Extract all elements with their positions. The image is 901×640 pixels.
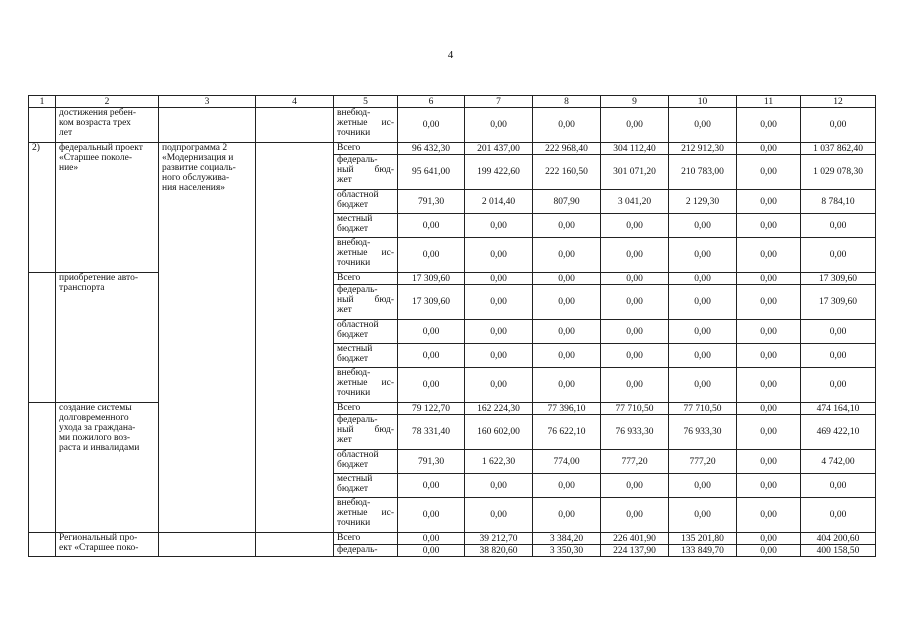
amount-cell: 0,00 — [737, 474, 801, 498]
table-row — [29, 143, 876, 155]
amount-cell: 77 396,10 — [533, 403, 601, 415]
amount-cell: 469 422,10 — [801, 415, 876, 450]
amount-cell: 78 331,40 — [398, 415, 465, 450]
executor-cell — [256, 533, 334, 557]
amount-cell: 807,90 — [533, 190, 601, 214]
amount-cell: 0,00 — [737, 368, 801, 403]
amount-cell: 791,30 — [398, 450, 465, 474]
amount-cell: 222 160,50 — [533, 155, 601, 190]
event-name-cell — [56, 143, 159, 273]
row-number-cell — [29, 273, 56, 403]
groups.2.rows.4.src-line: жетные ис- — [337, 378, 394, 388]
amount-cell: 774,00 — [533, 450, 601, 474]
table-row — [29, 403, 876, 415]
groups.3.rows.4.src-line: точники — [337, 518, 371, 528]
amount-cell: 222 968,40 — [533, 143, 601, 155]
column-header: 11 — [737, 96, 801, 108]
event-name-cell — [56, 533, 159, 557]
column-header: 4 — [256, 96, 334, 108]
executor-cell — [256, 143, 334, 533]
amount-cell: 0,00 — [465, 214, 533, 238]
amount-cell: 0,00 — [669, 344, 737, 368]
funding-source-cell — [334, 368, 398, 403]
funding-source-cell — [334, 155, 398, 190]
amount-cell: 474 164,10 — [801, 403, 876, 415]
amount-cell: 210 783,00 — [669, 155, 737, 190]
amount-cell: 0,00 — [533, 273, 601, 285]
column-header: 1 — [29, 96, 56, 108]
amount-cell: 1 029 078,30 — [801, 155, 876, 190]
amount-cell: 0,00 — [533, 214, 601, 238]
groups.3.name-line: ухода за граждана- — [59, 423, 136, 433]
groups.3.name-line: создание системы — [59, 403, 132, 413]
groups.0.name-line: лет — [59, 128, 73, 138]
amount-cell: 0,00 — [801, 108, 876, 143]
amount-cell: 0,00 — [737, 545, 801, 557]
amount-cell: 3 384,20 — [533, 533, 601, 545]
amount-cell: 95 641,00 — [398, 155, 465, 190]
groups.2.rows.1.src-line: ный бюд- — [337, 295, 394, 305]
groups.3.rows.2.src-line: бюджет — [337, 460, 369, 470]
groups.1.rows.3.src-line: местный — [337, 214, 373, 224]
groups.0.rows.0.src-line: внебюд- — [337, 108, 371, 118]
amount-cell: 224 137,90 — [601, 545, 669, 557]
groups.4.rows.0.src-line: Всего — [337, 533, 361, 543]
amount-cell: 301 071,20 — [601, 155, 669, 190]
groups.1.program-line: ного обслужива- — [162, 173, 230, 183]
groups.2.rows.2.src-line: бюджет — [337, 330, 369, 340]
column-header: 9 — [601, 96, 669, 108]
amount-cell: 0,00 — [398, 368, 465, 403]
row-number-cell — [29, 533, 56, 557]
column-header: 7 — [465, 96, 533, 108]
budget-table — [28, 95, 876, 557]
groups.3.rows.4.src-line: жетные ис- — [337, 508, 394, 518]
amount-cell: 17 309,60 — [801, 285, 876, 320]
amount-cell: 0,00 — [398, 238, 465, 273]
column-header: 6 — [398, 96, 465, 108]
amount-cell: 0,00 — [601, 320, 669, 344]
groups.3.rows.1.src-line: ный бюд- — [337, 425, 394, 435]
amount-cell: 4 742,00 — [801, 450, 876, 474]
funding-source-cell — [334, 415, 398, 450]
program-cell — [159, 143, 256, 533]
amount-cell: 0,00 — [533, 320, 601, 344]
groups.2.name-line: приобретение авто- — [59, 273, 139, 283]
amount-cell: 777,20 — [669, 450, 737, 474]
amount-cell: 162 224,30 — [465, 403, 533, 415]
amount-cell: 0,00 — [601, 368, 669, 403]
amount-cell: 226 401,90 — [601, 533, 669, 545]
amount-cell: 77 710,50 — [601, 403, 669, 415]
groups.4.name-line: Региональный про- — [59, 533, 138, 543]
funding-source-cell — [334, 498, 398, 533]
amount-cell: 3 350,30 — [533, 545, 601, 557]
groups.3.name-line: долговременного — [59, 413, 129, 423]
groups.0.name-line: достижения ребен- — [59, 108, 136, 118]
amount-cell: 0,00 — [465, 498, 533, 533]
amount-cell: 0,00 — [398, 498, 465, 533]
amount-cell: 0,00 — [465, 368, 533, 403]
amount-cell: 0,00 — [398, 108, 465, 143]
amount-cell: 0,00 — [737, 214, 801, 238]
amount-cell: 96 432,30 — [398, 143, 465, 155]
amount-cell: 0,00 — [737, 320, 801, 344]
row-number-cell: 2) — [29, 143, 56, 273]
column-header: 2 — [56, 96, 159, 108]
amount-cell: 17 309,60 — [801, 273, 876, 285]
page-number: 4 — [447, 49, 454, 61]
amount-cell: 0,00 — [601, 214, 669, 238]
groups.0.name-line: ком возраста трех — [59, 118, 131, 128]
groups.1.name-line: «Старшее поколе- — [59, 153, 133, 163]
program-cell — [159, 533, 256, 557]
amount-cell: 0,00 — [398, 214, 465, 238]
amount-cell: 400 158,50 — [801, 545, 876, 557]
amount-cell: 0,00 — [737, 190, 801, 214]
amount-cell: 0,00 — [737, 238, 801, 273]
amount-cell: 77 710,50 — [669, 403, 737, 415]
amount-cell: 0,00 — [801, 214, 876, 238]
amount-cell: 0,00 — [669, 238, 737, 273]
amount-cell: 0,00 — [801, 238, 876, 273]
funding-source-cell — [334, 273, 398, 285]
amount-cell: 404 200,60 — [801, 533, 876, 545]
groups.1.name-line: ние» — [59, 163, 79, 173]
amount-cell: 0,00 — [398, 320, 465, 344]
amount-cell: 0,00 — [737, 344, 801, 368]
groups.1.program-line: подпрограмма 2 — [162, 143, 228, 153]
program-cell — [159, 108, 256, 143]
groups.1.program-line: ния населения» — [162, 183, 226, 193]
amount-cell: 0,00 — [669, 214, 737, 238]
groups.1.rows.2.src-line: областной — [337, 190, 379, 200]
amount-cell: 0,00 — [801, 474, 876, 498]
amount-cell: 76 933,30 — [601, 415, 669, 450]
amount-cell: 0,00 — [601, 498, 669, 533]
groups.1.rows.1.src-line: ный бюд- — [337, 165, 394, 175]
funding-source-cell — [334, 344, 398, 368]
amount-cell: 0,00 — [465, 273, 533, 285]
event-name-cell — [56, 403, 159, 533]
amount-cell: 0,00 — [801, 320, 876, 344]
table-row — [29, 273, 876, 285]
funding-source-cell — [334, 190, 398, 214]
groups.3.rows.4.src-line: внебюд- — [337, 498, 371, 508]
amount-cell: 0,00 — [533, 344, 601, 368]
funding-source-cell — [334, 545, 398, 557]
groups.3.rows.1.src-line: федераль- — [337, 415, 378, 425]
funding-source-cell — [334, 320, 398, 344]
amount-cell: 0,00 — [737, 273, 801, 285]
table-row — [29, 108, 876, 143]
amount-cell: 0,00 — [601, 285, 669, 320]
groups.2.rows.4.src-line: точники — [337, 388, 371, 398]
amount-cell: 160 602,00 — [465, 415, 533, 450]
amount-cell: 0,00 — [465, 238, 533, 273]
groups.2.name-line: транспорта — [59, 283, 105, 293]
amount-cell: 0,00 — [801, 498, 876, 533]
amount-cell: 791,30 — [398, 190, 465, 214]
amount-cell: 2 129,30 — [669, 190, 737, 214]
groups.4.rows.1.src-line: федераль- — [337, 545, 378, 555]
amount-cell: 777,20 — [601, 450, 669, 474]
groups.3.name-line: раста и инвалидами — [59, 443, 140, 453]
funding-source-cell — [334, 450, 398, 474]
amount-cell: 0,00 — [533, 285, 601, 320]
amount-cell: 17 309,60 — [398, 285, 465, 320]
amount-cell: 201 437,00 — [465, 143, 533, 155]
groups.2.rows.2.src-line: областной — [337, 320, 379, 330]
funding-source-cell — [334, 285, 398, 320]
amount-cell: 0,00 — [601, 474, 669, 498]
amount-cell: 17 309,60 — [398, 273, 465, 285]
groups.3.rows.1.src-line: жет — [337, 435, 352, 445]
amount-cell: 0,00 — [398, 533, 465, 545]
column-header: 8 — [533, 96, 601, 108]
amount-cell: 79 122,70 — [398, 403, 465, 415]
event-name-cell — [56, 108, 159, 143]
amount-cell: 0,00 — [398, 344, 465, 368]
table-body — [29, 96, 876, 557]
amount-cell: 0,00 — [669, 498, 737, 533]
groups.4.name-line: ект «Старшее поко- — [59, 543, 139, 553]
groups.1.rows.2.src-line: бюджет — [337, 200, 369, 210]
amount-cell: 3 041,20 — [601, 190, 669, 214]
column-header: 3 — [159, 96, 256, 108]
funding-source-cell — [334, 533, 398, 545]
groups.1.rows.0.src-line: Всего — [337, 143, 361, 153]
amount-cell: 2 014,40 — [465, 190, 533, 214]
amount-cell: 0,00 — [669, 273, 737, 285]
column-header: 10 — [669, 96, 737, 108]
amount-cell: 0,00 — [601, 108, 669, 143]
amount-cell: 0,00 — [737, 415, 801, 450]
amount-cell: 0,00 — [533, 238, 601, 273]
event-name-cell — [56, 273, 159, 403]
groups.3.rows.3.src-line: бюджет — [337, 484, 369, 494]
table-row — [29, 533, 876, 545]
amount-cell: 0,00 — [533, 498, 601, 533]
amount-cell: 0,00 — [737, 450, 801, 474]
amount-cell: 0,00 — [601, 238, 669, 273]
groups.1.rows.4.src-line: точники — [337, 258, 371, 268]
amount-cell: 0,00 — [737, 285, 801, 320]
amount-cell: 0,00 — [465, 320, 533, 344]
amount-cell: 0,00 — [669, 368, 737, 403]
amount-cell: 0,00 — [398, 545, 465, 557]
amount-cell: 0,00 — [465, 344, 533, 368]
amount-cell: 38 820,60 — [465, 545, 533, 557]
amount-cell: 0,00 — [465, 474, 533, 498]
groups.2.rows.4.src-line: внебюд- — [337, 368, 371, 378]
groups.2.rows.0.src-line: Всего — [337, 273, 361, 283]
funding-source-cell — [334, 214, 398, 238]
header-row — [29, 96, 876, 108]
groups.1.program-line: развитие социаль- — [162, 163, 236, 173]
amount-cell: 0,00 — [669, 474, 737, 498]
amount-cell: 0,00 — [669, 320, 737, 344]
amount-cell: 212 912,30 — [669, 143, 737, 155]
groups.1.rows.1.src-line: федераль- — [337, 155, 378, 165]
groups.3.rows.2.src-line: областной — [337, 450, 379, 460]
amount-cell: 76 622,10 — [533, 415, 601, 450]
groups.1.rows.4.src-line: внебюд- — [337, 238, 371, 248]
groups.2.rows.1.src-line: федераль- — [337, 285, 378, 295]
amount-cell: 1 037 862,40 — [801, 143, 876, 155]
amount-cell: 0,00 — [465, 108, 533, 143]
groups.1.name-line: федеральный проект — [59, 143, 143, 153]
groups.1.rows.1.src-line: жет — [337, 175, 352, 185]
groups.2.rows.1.src-line: жет — [337, 305, 352, 315]
amount-cell: 1 622,30 — [465, 450, 533, 474]
amount-cell: 0,00 — [737, 403, 801, 415]
amount-cell: 0,00 — [601, 344, 669, 368]
funding-source-cell — [334, 474, 398, 498]
amount-cell: 0,00 — [737, 108, 801, 143]
groups.3.rows.0.src-line: Всего — [337, 403, 361, 413]
amount-cell: 0,00 — [801, 368, 876, 403]
amount-cell: 0,00 — [669, 108, 737, 143]
amount-cell: 133 849,70 — [669, 545, 737, 557]
column-header: 12 — [801, 96, 876, 108]
amount-cell: 0,00 — [465, 285, 533, 320]
amount-cell: 76 933,30 — [669, 415, 737, 450]
executor-cell — [256, 108, 334, 143]
amount-cell: 0,00 — [801, 344, 876, 368]
funding-source-cell — [334, 238, 398, 273]
amount-cell: 304 112,40 — [601, 143, 669, 155]
amount-cell: 135 201,80 — [669, 533, 737, 545]
funding-source-cell — [334, 403, 398, 415]
amount-cell: 0,00 — [533, 108, 601, 143]
amount-cell: 0,00 — [737, 155, 801, 190]
funding-source-cell — [334, 108, 398, 143]
groups.2.rows.3.src-line: бюджет — [337, 354, 369, 364]
amount-cell: 39 212,70 — [465, 533, 533, 545]
amount-cell: 0,00 — [533, 368, 601, 403]
groups.2.rows.3.src-line: местный — [337, 344, 373, 354]
groups.3.name-line: ми пожилого воз- — [59, 433, 131, 443]
groups.3.rows.3.src-line: местный — [337, 474, 373, 484]
groups.1.program-line: «Модернизация и — [162, 153, 234, 163]
amount-cell: 8 784,10 — [801, 190, 876, 214]
groups.1.rows.3.src-line: бюджет — [337, 224, 369, 234]
amount-cell: 0,00 — [533, 474, 601, 498]
row-number-cell — [29, 403, 56, 533]
groups.0.rows.0.src-line: жетные ис- — [337, 118, 394, 128]
groups.1.rows.4.src-line: жетные ис- — [337, 248, 394, 258]
amount-cell: 199 422,60 — [465, 155, 533, 190]
column-header: 5 — [334, 96, 398, 108]
amount-cell: 0,00 — [669, 285, 737, 320]
row-number-cell — [29, 108, 56, 143]
amount-cell: 0,00 — [398, 474, 465, 498]
amount-cell: 0,00 — [601, 273, 669, 285]
amount-cell: 0,00 — [737, 143, 801, 155]
amount-cell: 0,00 — [737, 533, 801, 545]
groups.0.rows.0.src-line: точники — [337, 128, 371, 138]
funding-source-cell — [334, 143, 398, 155]
amount-cell: 0,00 — [737, 498, 801, 533]
